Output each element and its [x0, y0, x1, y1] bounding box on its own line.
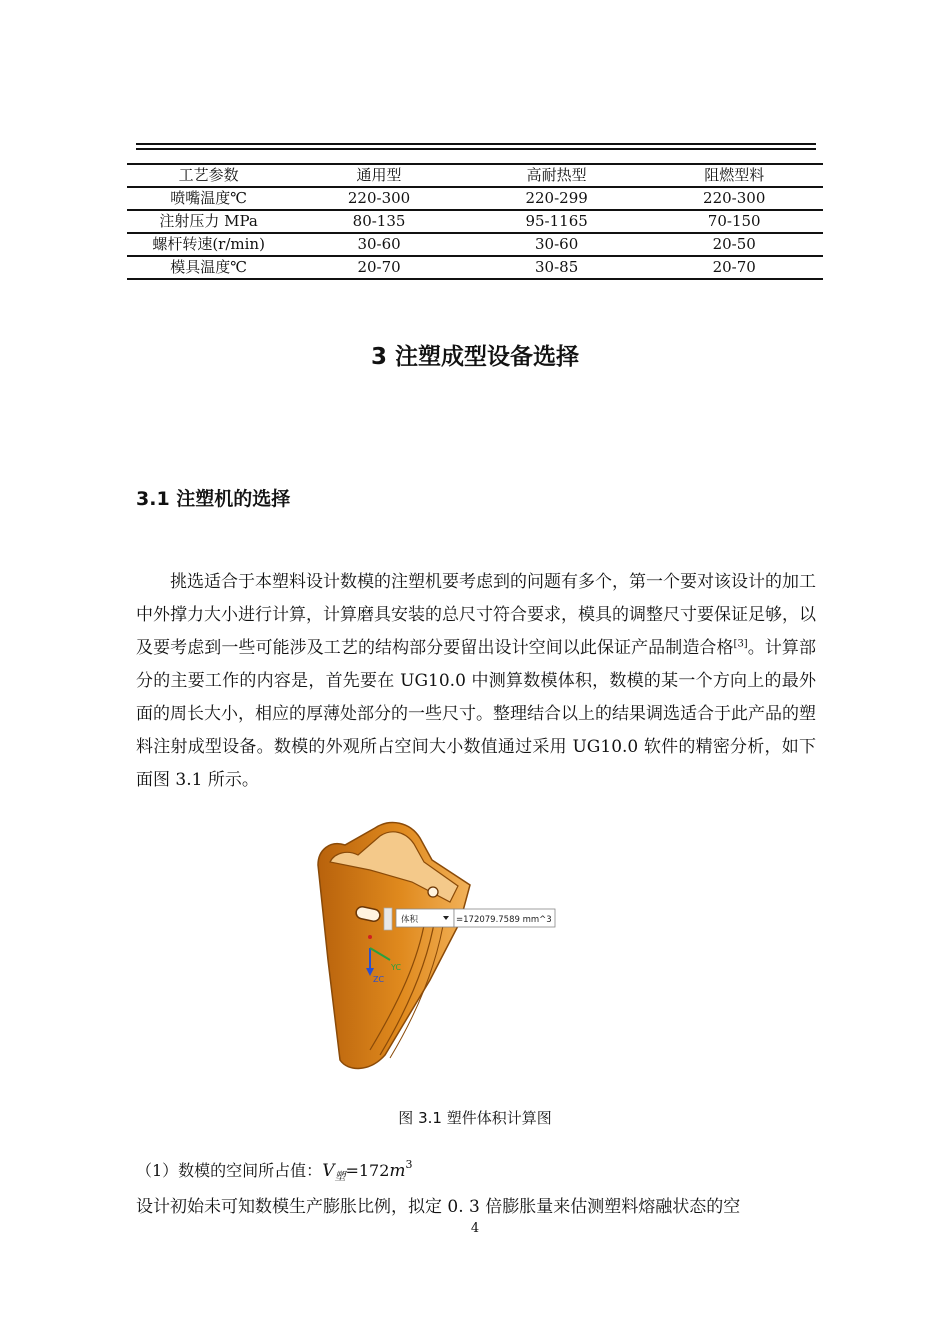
part-volume-figure: [300, 810, 560, 1075]
table-row: [127, 210, 823, 233]
table-cell: 喷嘴温度℃: [127, 187, 290, 210]
axis-origin: [368, 935, 372, 939]
measure-tooltip-grip: [384, 908, 392, 930]
table-cell: 20-70: [645, 256, 823, 279]
table-cell: 螺杆转速(r/min): [127, 233, 290, 256]
formula-variable: V: [322, 1161, 335, 1181]
table-cell: 注射压力 MPa: [127, 210, 290, 233]
paragraph-text: 。计算部分的主要工作的内容是，首先要在 UG10.0 中测算数模体积，数模的某一个方向上的最外面的周长大小，相应的厚薄处部分的一些尺寸。整理结合以上的结果调选适合于此产品的塑料注射成型设备。数模的外观所占空间大小数值通过采用 UG10.0 软件的精密分析，如下面图 3.1 所示。: [136, 638, 817, 790]
table-cell: 80-135: [290, 210, 468, 233]
table-cell: 220-300: [645, 187, 823, 210]
header-rule-top: [136, 143, 816, 145]
formula-prefix: （1）数模的空间所占值：: [136, 1161, 323, 1180]
table-cell: 20-50: [645, 233, 823, 256]
citation-ref: [3]: [733, 638, 748, 650]
table-cell: 70-150: [645, 210, 823, 233]
table-cell: 220-299: [468, 187, 646, 210]
part-model-illustration: [300, 810, 560, 1075]
axis-z-label: ZC: [373, 975, 385, 984]
body-paragraph-2: 设计初始未可知数模生产膨胀比例，拟定 0. 3 倍膨胀量来估测塑料熔融状态的空: [136, 1197, 741, 1217]
formula-line: [136, 1158, 413, 1184]
header-rule-bottom: [136, 148, 816, 150]
table-cell: 30-85: [468, 256, 646, 279]
formula-unit: m: [389, 1161, 406, 1181]
table-cell: 30-60: [290, 233, 468, 256]
process-parameters-table: [127, 163, 823, 280]
part-hole: [428, 887, 438, 897]
measure-label: 体积: [401, 915, 419, 925]
table-cell: 95-1165: [468, 210, 646, 233]
chapter-title: 3 注塑成型设备选择: [370, 344, 579, 370]
formula-value: =172: [345, 1161, 390, 1180]
page-number: 4: [470, 1221, 480, 1236]
table-row: [127, 233, 823, 256]
table-cell: 220-300: [290, 187, 468, 210]
table-header-row: [127, 164, 823, 187]
table-cell: 20-70: [290, 256, 468, 279]
table-cell: 30-60: [468, 233, 646, 256]
table-header-cell: 高耐热型: [468, 164, 646, 187]
section-title: 3.1 注塑机的选择: [136, 488, 291, 510]
body-paragraph: [136, 566, 816, 797]
axis-y-label: YC: [391, 963, 402, 972]
table-row: [127, 187, 823, 210]
paragraph-text: 挑选适合于本塑料设计数模的注塑机要考虑到的问题有多个，第一个要对该设计的加工中外撑力大小进行计算，计算磨具安装的总尺寸符合要求，模具的调整尺寸要保证足够，以及要考虑到一些可能涉及工艺的结构部分要留出设计空间以此保证产品制造合格: [136, 572, 816, 658]
table-header-cell: 工艺参数: [127, 164, 290, 187]
formula-exponent: 3: [405, 1158, 413, 1171]
table-cell: 模具温度℃: [127, 256, 290, 279]
table-row: [127, 256, 823, 279]
measure-value: =172079.7589 mm^3: [456, 915, 552, 925]
formula-subscript: 塑: [334, 1170, 346, 1183]
figure-caption: 图 3.1 塑件体积计算图: [398, 1109, 552, 1127]
table-header-cell: 通用型: [290, 164, 468, 187]
table-header-cell: 阻燃型料: [645, 164, 823, 187]
